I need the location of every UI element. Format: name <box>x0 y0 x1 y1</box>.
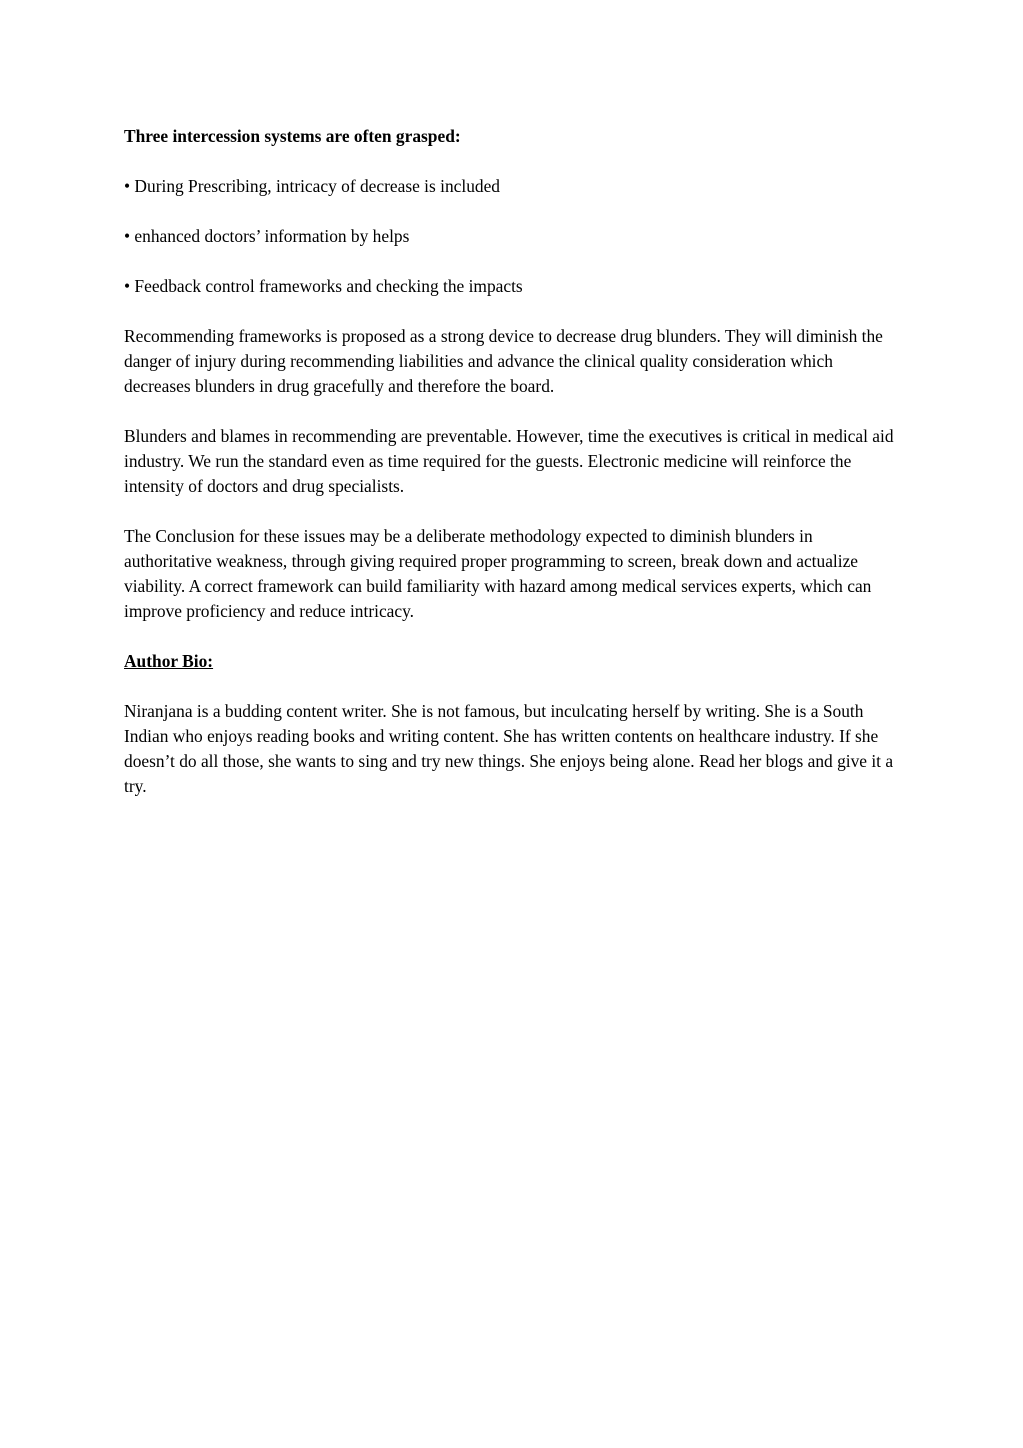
bullet-item: • During Prescribing, intricacy of decrease is included <box>124 176 500 196</box>
section-heading: Three intercession systems are often grasped: <box>124 126 461 146</box>
document-page <box>124 124 894 824</box>
paragraph: Recommending frameworks is proposed as a strong device to decrease drug blunders. They will diminish the danger of injury during recommending liabilities and advance the clinical quality consideration which decreases blunders in drug gracefully and therefore the board. <box>124 326 883 396</box>
author-bio-text: Niranjana is a budding content writer. She is not famous, but inculcating herself by writing. She is a South Indian who enjoys reading books and writing content. She has written contents on healthcare industry. If she doesn’t do all those, she wants to sing and try new things. She enjoys being alone. Read her blogs and give it a try. <box>124 701 894 796</box>
bullet-item: • enhanced doctors’ information by helps <box>124 226 410 246</box>
paragraph: Blunders and blames in recommending are preventable. However, time the executives is critical in medical aid industry. We run the standard even as time required for the guests. Electronic medicine will reinforce the intensity of doctors and drug specialists. <box>124 426 894 496</box>
author-bio-heading: Author Bio: <box>124 651 214 671</box>
bullet-item: • Feedback control frameworks and checking the impacts <box>124 276 523 296</box>
paragraph: The Conclusion for these issues may be a deliberate methodology expected to diminish blunders in authoritative weakness, through giving required proper programming to screen, break down and actualize viability. A correct framework can build familiarity with hazard among medical services experts, which can improve proficiency and reduce intricacy. <box>124 526 872 621</box>
